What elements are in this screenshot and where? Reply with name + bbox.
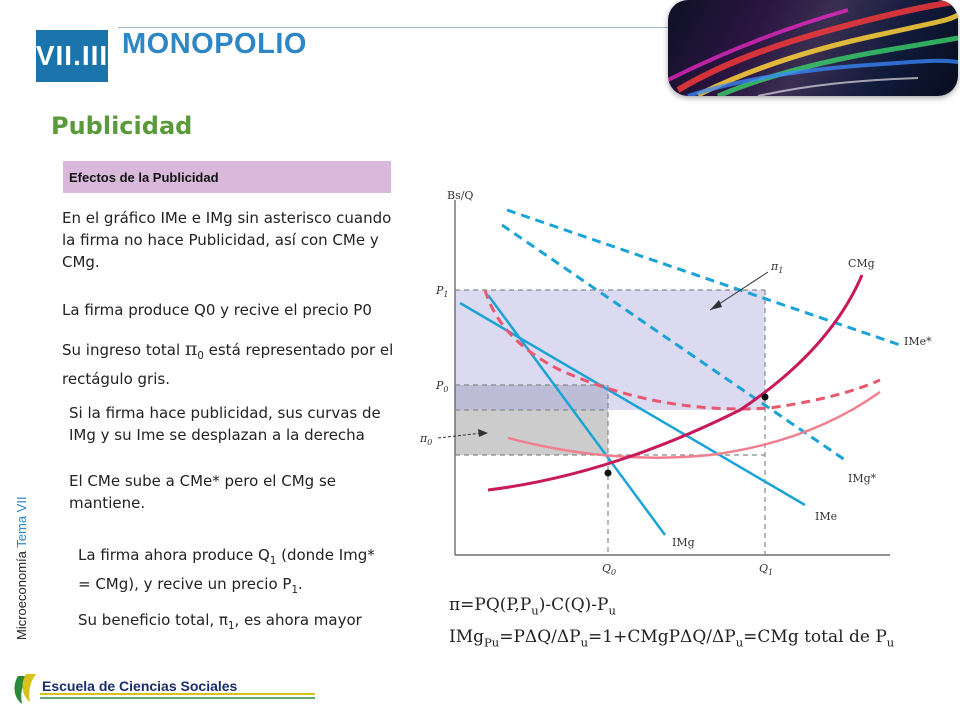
formula1-sub-2: u [608,603,616,618]
effects-header-box [63,161,391,193]
img-star-label: IMg* [848,472,877,485]
vertical-course-label [14,496,29,640]
new-output-text-a: La firma ahora produce Q [78,546,270,564]
revenue-area-pi0 [455,410,608,455]
leaf-icon-2 [23,674,36,702]
q1-label: $Q_1$ [759,562,774,577]
effects-header-label: Efectos de la Publicidad [69,170,219,185]
pi-one-subscript: 1 [227,621,235,632]
profit-formula [449,595,616,617]
new-output-text-c: . [297,575,303,593]
cmg-label: CMg [848,257,875,270]
formula2-part-a: IMg [449,627,485,647]
paragraph-total-revenue [62,338,407,390]
formula1-sub-1: u [531,603,539,618]
school-name: Escuela de Ciencias Sociales [42,678,238,694]
p1-subscript: 1 [291,585,298,596]
topic-name: Tema VII [14,496,29,548]
new-output-text-b: (donde Img* = CMg), y recive un precio P [78,546,375,593]
revenue-text-b: está representado por el rectágulo gris. [62,341,394,388]
formula2-part-b: =PΔQ/ΔP [499,627,581,647]
formula2-sub-3: u [735,635,744,650]
chapter-badge: VII.III [36,30,108,82]
q0-label: $Q_0$ [602,562,617,577]
pi1-label: $\pi_1$ [771,260,784,275]
marginal-revenue-formula [449,627,894,649]
decorative-corner-image [668,0,958,96]
section-subtitle: Publicidad [51,112,193,140]
equilibrium-point-q1 [762,394,769,401]
ime-label: IMe [815,510,838,523]
light-streaks-image [668,0,958,96]
pi-zero-subscript: 0 [197,351,204,362]
paragraph-advertising: Si la firma hace publicidad, sus curvas de IMg y su Ime se desplazan a la derecha [69,404,381,444]
formula2-part-d: =CMg total de P [743,627,887,647]
formula2-sub-2: u [580,635,589,650]
monopoly-advertising-diagram [410,180,950,580]
paragraph-production: La firma produce Q0 y recive el precio P0 [62,301,372,319]
paragraph-cost: El CMe sube a CMe* pero el CMg se mantiene. [69,472,336,512]
y-axis-label: Bs/Q [447,189,474,202]
formula1-part-b: )-C(Q)-P [538,595,609,615]
formula2-sub-1: Pu [484,635,500,650]
formula1-part-a: π=PQ(P,P [449,595,532,615]
p0-label: $P_0$ [436,379,449,394]
overlap-area [455,385,608,410]
formula2-part-c: =1+CMgPΔQ/ΔP [588,627,736,647]
paragraph-intro: En el gráfico IMe e IMg sin asterisco cuando la firma no hace Publicidad, así con CMe y CMg. [62,209,392,271]
slide-title: MONOPOLIO [122,28,307,60]
paragraph-profit [78,609,398,638]
revenue-text-a: Su ingreso total [62,341,185,359]
formula2-sub-4: u [886,635,895,650]
pi0-label: $\pi_0$ [420,432,433,447]
course-name: Microeconomía [14,551,29,640]
profit-text-b: , es ahora mayor [234,611,362,629]
p1-label: $P_1$ [436,284,449,299]
paragraph-new-output [78,544,378,602]
equilibrium-point-q0 [605,470,612,477]
profit-text-a: Su beneficio total, π [78,611,228,629]
ime-star-label: IMe* [904,335,932,348]
pi-zero-symbol: π [184,338,198,360]
img-label: IMg [672,536,695,549]
q1-subscript: 1 [269,556,277,567]
